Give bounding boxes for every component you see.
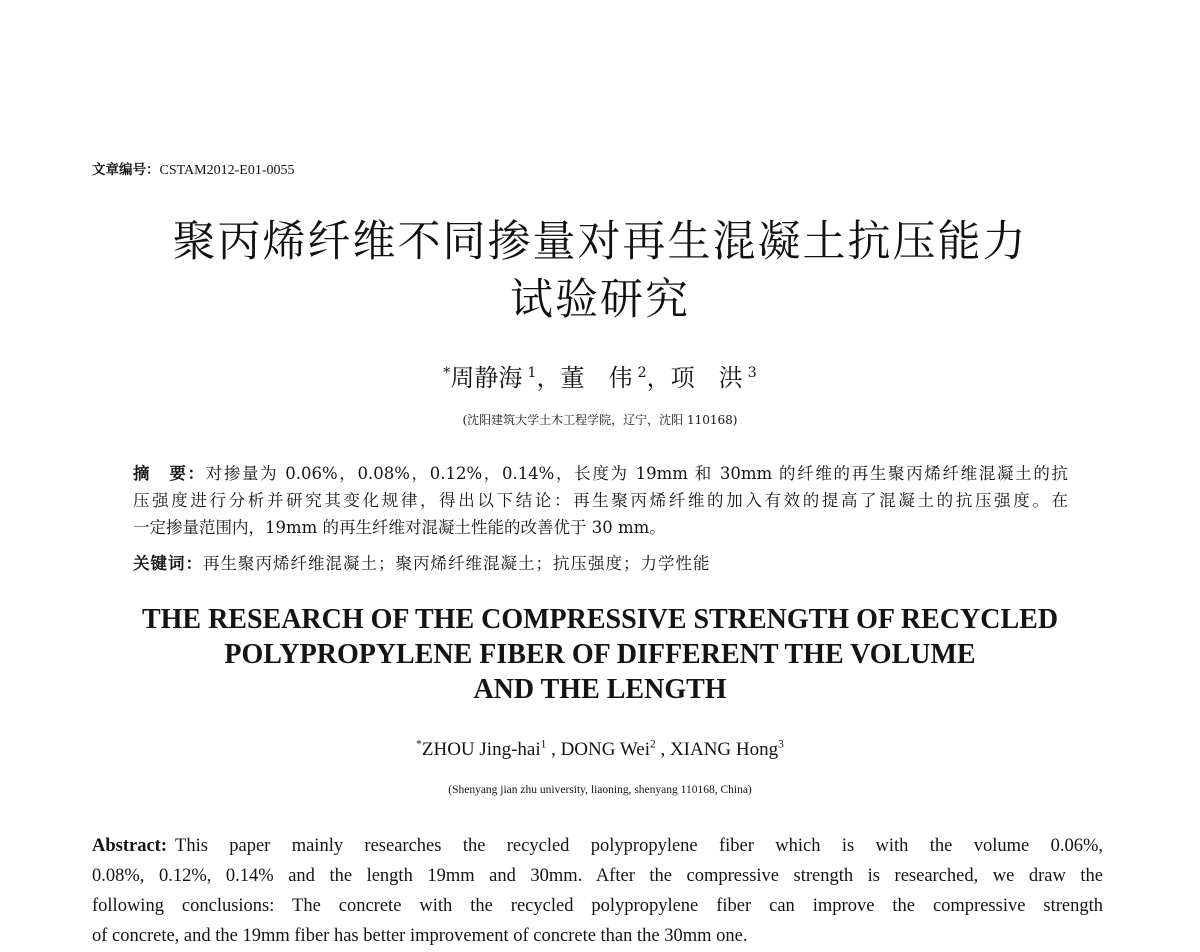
abstract-chinese xyxy=(133,460,1068,541)
affiliation-number: 2 xyxy=(637,365,647,381)
abstract-chinese-line: 一定掺量范围内，19mm 的再生纤维对混凝土性能的改善优于 30 mm。 xyxy=(133,518,666,537)
title-chinese-line: 试验研究 xyxy=(510,275,690,325)
author-separator: ， xyxy=(646,364,671,392)
title-english-line: THE RESEARCH OF THE COMPRESSIVE STRENGTH OF RECYCLED xyxy=(141,604,1059,635)
author-name: ZHOU Jing-hai xyxy=(421,739,541,760)
keywords-label: 关键词： xyxy=(133,554,203,573)
abstract-english-label: Abstract: xyxy=(92,836,168,856)
authors-english xyxy=(0,737,1200,763)
affiliation-english: (Shenyang jian zhu university, liaoning, shenyang 110168, China) xyxy=(448,784,752,796)
abstract-chinese-line xyxy=(133,460,1068,487)
corresponding-author-mark: * xyxy=(416,738,422,751)
author-name: 周静海 xyxy=(450,364,523,392)
abstract-chinese-label: 摘 要： xyxy=(133,464,206,483)
author-name: DONG Wei xyxy=(560,739,650,760)
affiliation-number: 3 xyxy=(778,738,784,751)
abstract-english-line xyxy=(92,831,1103,861)
keywords-text: 再生聚丙烯纤维混凝土；聚丙烯纤维混凝土；抗压强度；力学性能 xyxy=(203,554,711,573)
article-number-value: CSTAM2012-E01-0055 xyxy=(159,163,295,178)
author-separator: , xyxy=(655,739,670,760)
abstract-chinese-line: 压强度进行分析并研究其变化规律，得出以下结论：再生聚丙烯纤维的加入有效的提高了混凝土的抗压强度。在 xyxy=(133,491,1068,510)
abstract-english-text: This paper mainly researches the recycled polypropylene fiber which is with the volume 0.06%, xyxy=(175,836,1103,856)
title-english xyxy=(0,602,1200,707)
title-english-line: POLYPROPYLENE FIBER OF DIFFERENT THE VOLUME xyxy=(224,639,976,670)
abstract-english-line: of concrete, and the 19mm fiber has better improvement of concrete than the 30mm one. xyxy=(92,926,748,946)
affiliation-number: 1 xyxy=(540,738,547,751)
abstract-english xyxy=(92,831,1103,951)
abstract-chinese-text: 对掺量为 0.06%，0.08%，0.12%，0.14%，长度为 19mm 和 30mm 的纤维的再生聚丙烯纤维混凝土的抗 xyxy=(205,464,1068,483)
affiliation-number: 1 xyxy=(527,365,537,381)
title-chinese xyxy=(0,213,1200,329)
abstract-english-line: 0.08%, 0.12%, 0.14% and the length 19mm and 30mm. After the compressive strength is researched, we draw the xyxy=(92,866,1103,886)
title-english-line: AND THE LENGTH xyxy=(473,674,727,705)
affiliation-number: 3 xyxy=(747,365,757,381)
authors-chinese xyxy=(0,362,1200,394)
author-name: 董 伟 xyxy=(560,364,633,392)
abstract-english-line: following conclusions: The concrete with the recycled polypropylene fiber can improve the compressive strength xyxy=(92,896,1103,916)
article-number-label: 文章编号： xyxy=(92,162,160,178)
article-number xyxy=(92,161,295,180)
author-name: 项 洪 xyxy=(670,364,743,392)
title-chinese-line: 聚丙烯纤维不同掺量对再生混凝土抗压能力 xyxy=(172,217,1028,267)
affiliation-number: 2 xyxy=(649,738,656,751)
author-separator: , xyxy=(546,739,561,760)
keywords-chinese xyxy=(133,550,711,577)
author-separator: ， xyxy=(536,364,561,392)
author-name: XIANG Hong xyxy=(669,739,779,760)
affiliation-chinese: (沈阳建筑大学土木工程学院，辽宁，沈阳 110168) xyxy=(462,413,738,427)
corresponding-author-mark: * xyxy=(443,365,451,381)
